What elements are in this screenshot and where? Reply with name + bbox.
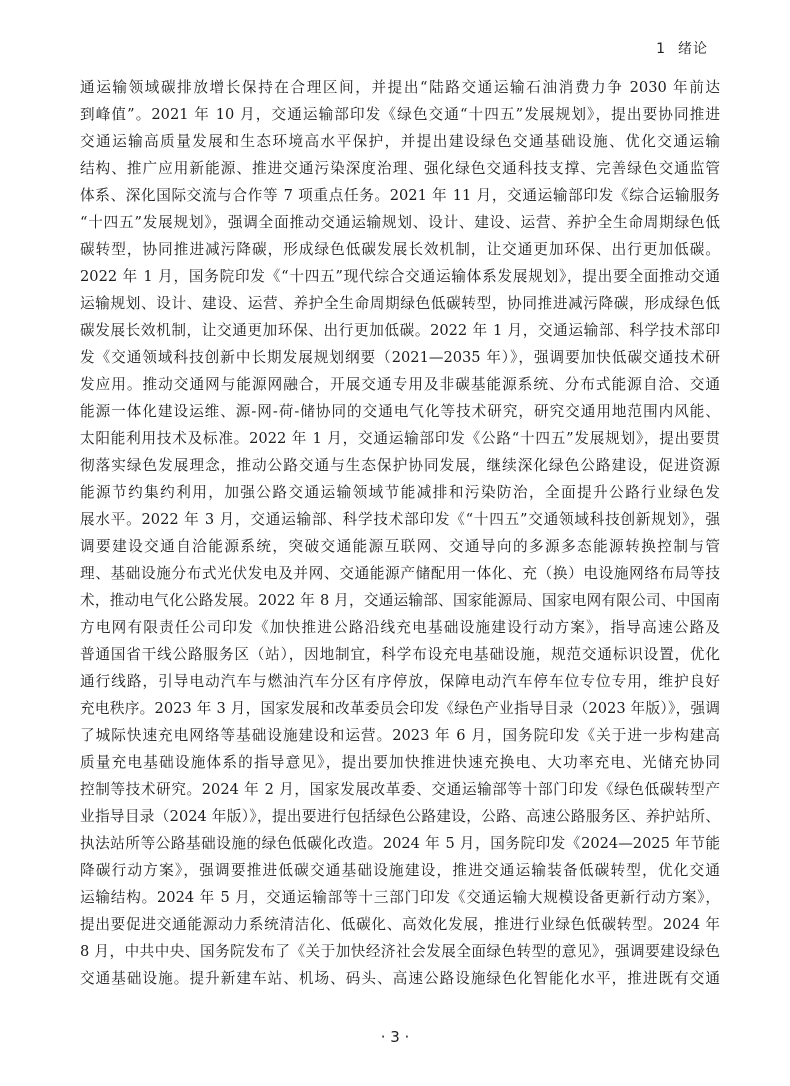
text-line: 彻落实绿色发展理念，推动公路交通与生态保护协同发展，继续深化绿色公路建设，促进资源	[80, 457, 720, 474]
text-line: 提出要促进交通能源动力系统清洁化、低碳化、高效化发展，推进行业绿色低碳转型。2024 年	[80, 916, 720, 933]
text-line: 执法站所等公路基础设施的绿色低碳化改造。2024 年 5 月，国务院印发《2024—2025 年节能	[80, 835, 720, 852]
text-line: 普通国省干线公路服务区（站），因地制宜，科学布设充电基础设施，规范交通标识设置，优化	[80, 646, 720, 663]
text-line: 太阳能利用技术及标准。2022 年 1 月，交通运输部印发《公路“十四五”发展规划》，提出要贯	[80, 430, 720, 447]
text-line: 能源节约集约利用，加强公路交通运输领域节能减排和污染防治，全面提升公路行业绿色发	[80, 484, 720, 501]
body-text	[80, 74, 720, 992]
text-line: 质量充电基础设施体系的指导意见》，提出要加快推进快速充换电、大功率充电、光储充协同	[80, 754, 720, 771]
text-line: 运输结构。2024 年 5 月，交通运输部等十三部门印发《交通运输大规模设备更新行动方案》，	[80, 889, 720, 906]
text-line: 业指导目录（2024 年版）》，提出要进行包括绿色公路建设，公路、高速公路服务区、养护站所、	[80, 808, 720, 825]
text-line: 充电秩序。2023 年 3 月，国家发展和改革委员会印发《绿色产业指导目录（2023 年版）》，强调	[80, 700, 720, 717]
text-line: 方电网有限责任公司印发《加快推进公路沿线充电基础设施建设行动方案》，指导高速公路及	[80, 619, 720, 636]
text-line: 展水平。2022 年 3 月，交通运输部、科学技术部印发《“十四五”交通领域科技创新规划》，强	[80, 511, 720, 528]
chapter-number: 1	[656, 41, 666, 57]
text-line: “十四五”发展规划》，强调全面推动交通运输规划、设计、建设、运营、养护全生命周期绿色低	[80, 214, 720, 231]
text-line: 发应用。推动交通网与能源网融合，开展交通专用及非碳基能源系统、分布式能源自洽、交通	[80, 376, 720, 393]
text-line: 了城际快速充电网络等基础设施建设和运营。2023 年 6 月，国务院印发《关于进一步构建高	[80, 727, 720, 744]
running-head	[656, 38, 708, 58]
text-line: 理、基础设施分布式光伏发电及并网、交通能源产储配用一体化、充（换）电设施网络布局等技	[80, 565, 720, 582]
text-line: 到峰值”。2021 年 10 月，交通运输部印发《绿色交通“十四五”发展规划》，提出要协同推进	[80, 106, 720, 123]
text-line: 结构、推广应用新能源、推进交通污染深度治理、强化绿色交通科技支撑、完善绿色交通监管	[80, 160, 720, 177]
text-line: 2022 年 1 月，国务院印发《“十四五”现代综合交通运输体系发展规划》，提出要全面推动交通	[80, 268, 720, 285]
text-line: 碳发展长效机制，让交通更加环保、出行更加低碳。2022 年 1 月，交通运输部、科学技术部印	[80, 322, 720, 339]
text-line: 交通运输高质量发展和生态环境高水平保护，并提出建设绿色交通基础设施、优化交通运输	[80, 133, 720, 150]
text-line: 交通基础设施。提升新建车站、机场、码头、高速公路设施绿色化智能化水平，推进既有交通	[80, 970, 720, 987]
chapter-title: 绪论	[678, 41, 708, 57]
text-line: 碳转型，协同推进减污降碳，形成绿色低碳发展长效机制，让交通更加环保、出行更加低碳。	[80, 241, 720, 258]
text-line: 降碳行动方案》，强调要推进低碳交通基础设施建设，推进交通运输装备低碳转型，优化交通	[80, 862, 720, 879]
text-line: 运输规划、设计、建设、运营、养护全生命周期绿色低碳转型，协同推进减污降碳，形成绿色低	[80, 295, 720, 312]
text-line: 控制等技术研究。2024 年 2 月，国家发展改革委、交通运输部等十部门印发《绿色低碳转型产	[80, 781, 720, 798]
text-line: 通行线路，引导电动汽车与燃油汽车分区有序停放，保障电动汽车停车位专位专用，维护良好	[80, 673, 720, 690]
text-line: 调要建设交通自洽能源系统，突破交通能源互联网、交通导向的多源多态能源转换控制与管	[80, 538, 720, 555]
text-line: 能源一体化建设运维、源-网-荷-储协同的交通电气化等技术研究，研究交通用地范围内风能、	[80, 403, 720, 420]
text-line: 术，推动电气化公路发展。2022 年 8 月，交通运输部、国家能源局、国家电网有限公司、中国南	[80, 592, 720, 609]
text-line: 通运输领域碳排放增长保持在合理区间，并提出“陆路交通运输石油消费力争 2030 年前达	[80, 79, 720, 96]
page-number: · 3 ·	[380, 1028, 410, 1046]
text-line: 体系、深化国际交流与合作等 7 项重点任务。2021 年 11 月，交通运输部印发《综合运输服务	[80, 187, 720, 204]
text-line: 发《交通领域科技创新中长期发展规划纲要（2021—2035 年）》，强调要加快低碳交通技术研	[80, 349, 720, 366]
text-line: 8 月，中共中央、国务院发布了《关于加快经济社会发展全面绿色转型的意见》，强调要建设绿色	[80, 943, 720, 960]
